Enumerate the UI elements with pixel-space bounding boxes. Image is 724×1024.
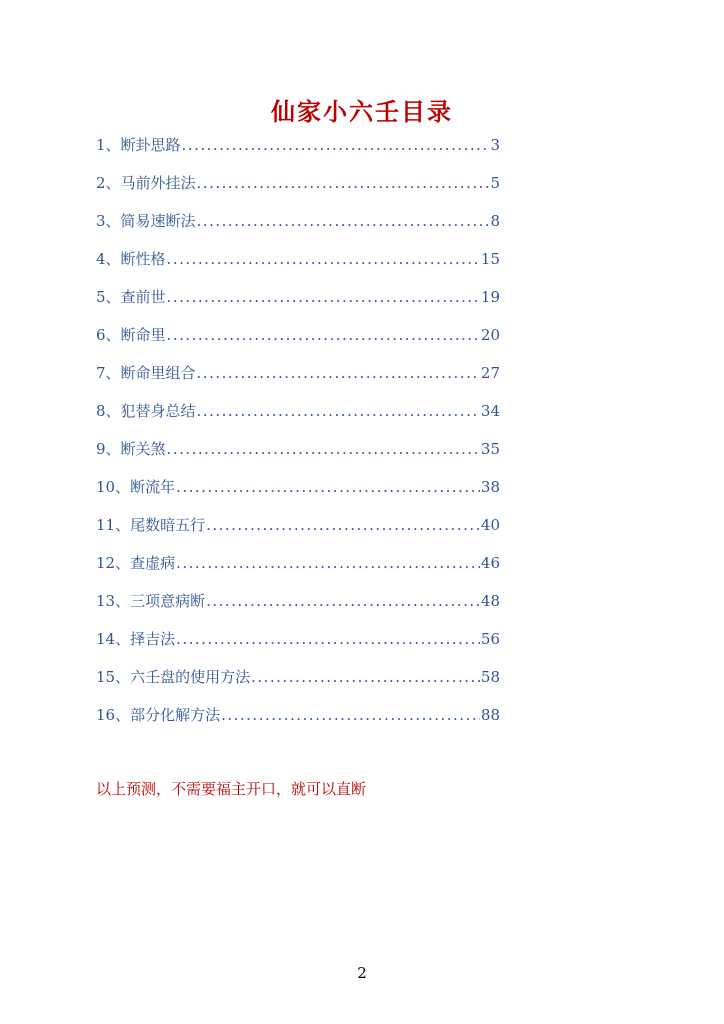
toc-entry-label: 5、查前世 (96, 288, 166, 306)
toc-dot-leader (197, 398, 480, 424)
toc-dot-leader (182, 132, 490, 158)
toc-entry-label: 16、部分化解方法 (96, 706, 221, 724)
table-of-contents (96, 132, 500, 740)
toc-entry-label: 3、简易速断法 (96, 212, 196, 230)
toc-entry-page: 3 (490, 136, 500, 154)
toc-entry-label: 13、三项意病断 (96, 592, 206, 610)
toc-dot-leader (167, 436, 480, 462)
toc-entry-page: 40 (480, 516, 500, 534)
toc-entry-3[interactable] (96, 208, 500, 246)
toc-entry-label: 9、断关煞 (96, 440, 166, 458)
toc-entry-6[interactable] (96, 322, 500, 360)
toc-dot-leader (206, 512, 480, 538)
toc-entry-label: 8、犯替身总结 (96, 402, 196, 420)
toc-entry-16[interactable] (96, 702, 500, 740)
page-number: 2 (357, 964, 367, 982)
toc-entry-2[interactable] (96, 170, 500, 208)
document-title: 仙家小六壬目录 (271, 97, 453, 126)
toc-entry-page: 38 (480, 478, 500, 496)
toc-entry-11[interactable] (96, 512, 500, 550)
toc-entry-page: 56 (480, 630, 500, 648)
toc-dot-leader (197, 208, 490, 234)
toc-entry-page: 15 (480, 250, 500, 268)
toc-dot-leader (176, 550, 480, 576)
toc-entry-page: 58 (480, 668, 500, 686)
toc-dot-leader (167, 284, 480, 310)
toc-entry-label: 11、尾数暗五行 (96, 516, 206, 534)
toc-entry-label: 1、断卦思路 (96, 136, 181, 154)
toc-entry-10[interactable] (96, 474, 500, 512)
toc-entry-page: 8 (490, 212, 500, 230)
toc-dot-leader (176, 626, 480, 652)
toc-dot-leader (167, 246, 480, 272)
toc-entry-12[interactable] (96, 550, 500, 588)
toc-entry-page: 20 (480, 326, 500, 344)
toc-entry-page: 5 (490, 174, 500, 192)
toc-entry-label: 14、择吉法 (96, 630, 176, 648)
toc-entry-page: 46 (480, 554, 500, 572)
toc-entry-1[interactable] (96, 132, 500, 170)
toc-dot-leader (197, 170, 490, 196)
toc-dot-leader (251, 664, 480, 690)
toc-entry-label: 12、查虚病 (96, 554, 176, 572)
toc-entry-8[interactable] (96, 398, 500, 436)
toc-entry-14[interactable] (96, 626, 500, 664)
toc-dot-leader (221, 702, 480, 728)
toc-dot-leader (197, 360, 480, 386)
toc-entry-page: 34 (480, 402, 500, 420)
toc-entry-13[interactable] (96, 588, 500, 626)
toc-entry-page: 48 (480, 592, 500, 610)
toc-entry-label: 4、断性格 (96, 250, 166, 268)
toc-entry-7[interactable] (96, 360, 500, 398)
prediction-note: 以上预测，不需要福主开口，就可以直断 (96, 780, 367, 798)
toc-entry-page: 27 (480, 364, 500, 382)
toc-entry-5[interactable] (96, 284, 500, 322)
toc-entry-4[interactable] (96, 246, 500, 284)
toc-entry-label: 6、断命里 (96, 326, 166, 344)
toc-entry-9[interactable] (96, 436, 500, 474)
toc-entry-page: 88 (480, 706, 500, 724)
toc-entry-page: 19 (480, 288, 500, 306)
toc-dot-leader (206, 588, 480, 614)
toc-entry-label: 2、马前外挂法 (96, 174, 196, 192)
toc-dot-leader (176, 474, 480, 500)
toc-entry-page: 35 (480, 440, 500, 458)
toc-entry-label: 7、断命里组合 (96, 364, 196, 382)
toc-dot-leader (167, 322, 480, 348)
toc-entry-label: 10、断流年 (96, 478, 176, 496)
toc-entry-15[interactable] (96, 664, 500, 702)
toc-entry-label: 15、六壬盘的使用方法 (96, 668, 251, 686)
